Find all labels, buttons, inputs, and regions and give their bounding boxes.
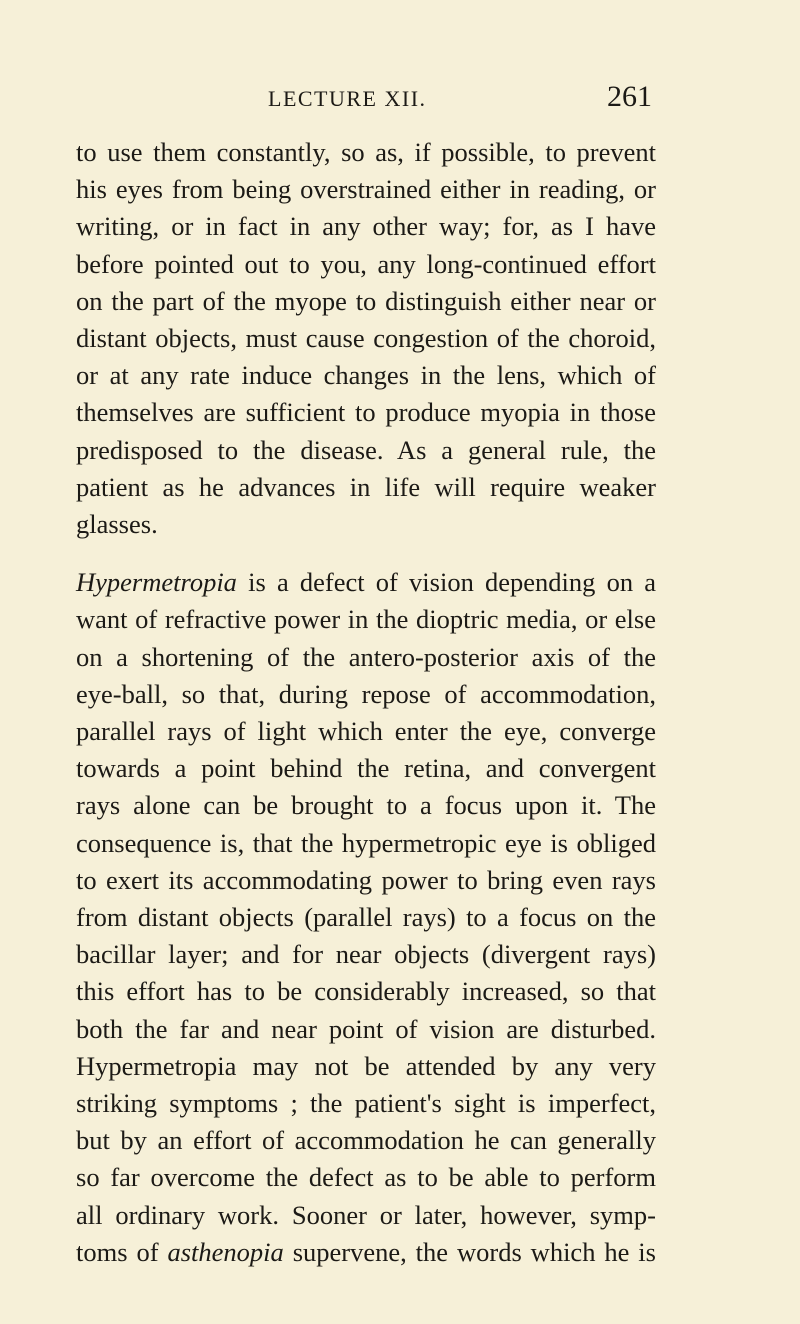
text-line [76, 1159, 656, 1196]
text-line [76, 246, 656, 283]
text-run: towards a point behind the retina, and convergent [76, 753, 656, 784]
text-line [76, 283, 656, 320]
text-line [76, 676, 656, 713]
text-run: or at any rate induce changes in the lens, which of [76, 360, 656, 391]
text-run: is a defect of vision depending on a [236, 567, 656, 598]
text-line [76, 750, 656, 787]
text-run: all ordinary work. Sooner or later, however, symp- [76, 1199, 656, 1230]
text-line [76, 506, 656, 543]
text-run: on the part of the myope to distinguish either near or [76, 285, 656, 316]
text-run: to exert its accommodating power to bring even rays [76, 864, 656, 895]
text-run: eye-ball, so that, during repose of accommodation, [76, 678, 656, 709]
text-run: on a shortening of the antero-posterior axis of the [76, 641, 656, 672]
text-line [76, 639, 656, 676]
paragraph [76, 134, 656, 543]
text-run: from distant objects (parallel rays) to a focus on the [76, 902, 656, 933]
text-line [76, 936, 656, 973]
text-run: both the far and near point of vision are disturbed. [76, 1013, 656, 1044]
paragraph-gap [76, 543, 656, 564]
text-run: parallel rays of light which enter the eye, converge [76, 716, 656, 747]
text-run: distant objects, must cause congestion of the choroid, [76, 323, 656, 354]
text-line [76, 1048, 656, 1085]
text-line [76, 1085, 656, 1122]
text-line [76, 208, 656, 245]
text-run: to use them constantly, so as, if possible, to prevent [76, 137, 656, 167]
paragraph [76, 564, 656, 1271]
text-run: patient as he advances in life will require weaker [76, 471, 656, 502]
text-line [76, 357, 656, 394]
text-line [76, 862, 656, 899]
text-line [76, 601, 656, 638]
text-line [76, 134, 656, 171]
text-run: glasses. [76, 509, 158, 540]
text-line [76, 469, 656, 506]
text-line [76, 1011, 656, 1048]
italic-term: asthenopia [167, 1236, 284, 1267]
text-run: his eyes from being overstrained either in reading, or [76, 174, 656, 205]
text-run: writing, or in fact in any other way; for, as I have [76, 211, 656, 242]
italic-term: Hypermetropia [76, 567, 237, 598]
text-run: supervene, the words which he is [283, 1236, 656, 1267]
page-number: 261 [607, 80, 652, 113]
body-text [76, 134, 656, 1271]
text-line [76, 564, 656, 601]
text-line [76, 825, 656, 862]
text-run: toms of [76, 1236, 168, 1267]
running-title: LECTURE XII. [268, 86, 427, 111]
text-line [76, 787, 656, 824]
text-run: but by an effort of accommodation he can generally [76, 1125, 656, 1156]
text-line [76, 1122, 656, 1159]
text-run: this effort has to be considerably increased, so that [76, 976, 656, 1007]
text-line [76, 171, 656, 208]
text-run: want of refractive power in the dioptric media, or else [76, 604, 656, 635]
text-run: themselves are sufficient to produce myopia in those [76, 397, 656, 428]
text-line [76, 973, 656, 1010]
text-line [76, 320, 656, 357]
text-line [76, 1197, 656, 1234]
text-run: Hypermetropia may not be attended by any very [76, 1050, 656, 1081]
text-line [76, 394, 656, 431]
text-run: bacillar layer; and for near objects (divergent rays) [76, 939, 656, 970]
text-line [76, 899, 656, 936]
text-run: rays alone can be brought to a focus upon it. The [76, 790, 656, 821]
text-line [76, 432, 656, 469]
text-run: before pointed out to you, any long-continued effort [76, 248, 656, 279]
text-line [76, 713, 656, 750]
text-run: consequence is, that the hypermetropic eye is obliged [76, 827, 656, 858]
text-line [76, 1234, 656, 1271]
text-run: so far overcome the defect as to be able to perform [76, 1162, 656, 1193]
text-run: predisposed to the disease. As a general rule, the [76, 434, 656, 465]
text-run: striking symptoms ; the patient's sight is imperfect, [76, 1088, 656, 1119]
